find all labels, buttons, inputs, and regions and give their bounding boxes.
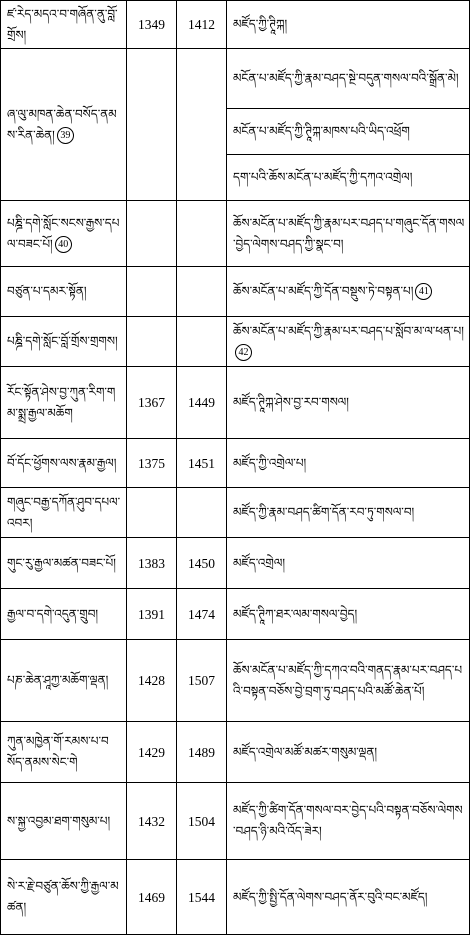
work-title-cell [227,1,470,49]
scholar-name-cell [1,783,127,860]
death-year: 1412 [177,1,227,49]
work-title: མཛོད་ཀྱི་རྣམ་བཤད་ཚིག་དོན་རབ་ཏུ་གསལ་བ། [233,505,415,519]
birth-year [127,201,177,267]
scholar-name-cell [1,589,127,640]
scholar-name: གུང་རུ་རྒྱལ་མཚན་བཟང་པོ། [7,555,116,570]
work-title: མཛོད་འགྲེལ། [233,555,285,570]
work-title-cell [227,439,470,488]
work-title-cell [227,109,470,155]
table-row [1,317,470,367]
work-title-cell [227,589,470,640]
work-title-cell [227,722,470,783]
work-title-cell [227,201,470,267]
work-title: མངོན་པ་མཛོད་ཀྱི་རྣམ་བཤད་སྔེ་བདུན་གསལ་བའི་སྒྲོན་མེ། [233,71,459,85]
scholar-name-cell [1,640,127,722]
scholar-name: ཞ་ལུ་མཁན་ཆེན་བསོད་ནམས་རིན་ཆེན། [7,106,117,142]
work-title: མཛོད་ཀྱི་ཚིག་དོན་གསལ་བར་བྱེད་པའི་བསྟན་བཅོས་ལེགས་བཤད་ཉི་མའི་འོད་ཟེར། [233,803,463,838]
scholar-name: པཎྜི་དགེ་སློང་སངས་རྒྱས་དཔལ་བཟང་པོ། [7,215,120,251]
table-row [1,783,470,860]
table-row [1,722,470,783]
work-title-cell [227,155,470,201]
work-title: མཛོད་ཊཱིཀྐ་ཤེས་བྱ་རབ་གསལ། [233,395,349,409]
table-row [1,439,470,488]
table-row [1,640,470,722]
footnote-marker: 42 [235,344,252,361]
table-row [1,538,470,589]
work-title: མཛོད་འགྲེལ་མཚོ་མཚར་གསུམ་ལྡན། [233,744,378,759]
scholar-name-cell [1,49,127,201]
scholar-name: རོང་སྟོན་ཤེས་བྱ་ཀུན་རིག་གམ་སྨྲ་རྒྱལ་མཆོག [7,384,116,420]
birth-year: 1428 [127,640,177,722]
scholar-name: བོ་དོང་ཕྱོགས་ལས་རྣམ་རྒྱལ། [7,455,117,470]
scholar-name: གཞུང་བརྒྱ་དཀོན་ཤུབ་དཔལ་འབར། [7,494,121,530]
scholar-name: ཀུན་མཁྱེན་གོ་རམས་པ་བསོད་ནམས་སེང་གེ [7,734,109,769]
work-title-cell [227,538,470,589]
table-row [1,1,470,49]
scholar-name-cell [1,1,127,49]
work-title-cell [227,317,470,367]
work-title: ཆོས་མངོན་པ་མཛོད་ཀྱི་རྣམ་པར་བཤད་པ་སློབ་མ་ལ་ཕན་པ། [233,323,464,338]
scholar-name: པཎ་ཆེན་ཤཱཀྱ་མཆོག་ལྡན། [7,673,109,687]
birth-year [127,49,177,201]
table-row [1,367,470,439]
work-title: མཛོད་ཀྱི་ཊཱིཀྐ། [233,17,288,31]
table-row [1,488,470,538]
death-year [177,201,227,267]
death-year [177,317,227,367]
birth-year [127,267,177,317]
scholar-name-cell [1,267,127,317]
work-title: མཛོད་ཀྱི་འགྲེལ་པ། [233,455,307,470]
scholar-name-cell [1,439,127,488]
birth-year [127,488,177,538]
table-row [1,49,470,109]
birth-year: 1349 [127,1,177,49]
birth-year: 1375 [127,439,177,488]
death-year: 1544 [177,860,227,935]
birth-year: 1432 [127,783,177,860]
footnote-marker: 39 [57,127,74,144]
work-title: མངོན་པ་མཛོད་ཀྱི་ཊཱིཀྐ་མཁས་པའི་ཡིད་འཕྲོག [233,124,410,138]
scholar-name-cell [1,488,127,538]
table-row [1,201,470,267]
scholar-name: པཎྜི་དགེ་སློང་བློ་གྲོས་གྲགས། [7,334,118,348]
work-title-cell [227,49,470,109]
scholar-name: རྒྱལ་བ་དགེ་འདུན་གྲུབ། [7,606,99,621]
birth-year: 1367 [127,367,177,439]
work-title: དག་པའི་ཆོས་མངོན་པ་མཛོད་ཀྱི་དཀའ་འགྲེལ། [233,170,413,184]
scholar-name: སེ་ར་རྗེ་བཙུན་ཆོས་ཀྱི་རྒྱལ་མཚན། [7,879,119,914]
scholar-name-cell [1,201,127,267]
death-year: 1451 [177,439,227,488]
death-year [177,49,227,201]
footnote-marker: 40 [55,236,72,253]
death-year: 1504 [177,783,227,860]
work-title: ཆོས་མངོན་པ་མཛོད་ཀྱི་དོན་བསྡུས་ཏེ་བསྟན་པ། [233,284,414,298]
scholar-name-cell [1,538,127,589]
death-year: 1449 [177,367,227,439]
work-title: མཛོད་ཊཱིཀ་ཐར་ལམ་གསལ་བྱེད། [233,606,358,621]
scholar-name-cell [1,860,127,935]
work-title-cell [227,860,470,935]
birth-year: 1429 [127,722,177,783]
work-title: མཛོད་ཀྱི་སྤྱི་དོན་ལེགས་བཤད་ནོར་བུའི་བང་མཛོད། [233,889,428,904]
work-title-cell [227,640,470,722]
birth-year: 1469 [127,860,177,935]
birth-year: 1391 [127,589,177,640]
death-year [177,488,227,538]
death-year: 1507 [177,640,227,722]
work-title-cell [227,267,470,317]
birth-year [127,317,177,367]
death-year [177,267,227,317]
scholar-name-cell [1,367,127,439]
death-year: 1474 [177,589,227,640]
footnote-marker: 41 [415,283,432,300]
work-title-cell [227,488,470,538]
scholar-name: བཙུན་པ་དམར་སྟོན། [7,284,87,298]
death-year: 1489 [177,722,227,783]
work-title: ཆོས་མངོན་པ་མཛོད་ཀྱི་རྣམ་པར་བཤད་པ་གཞུང་དོན་གསལ་བྱེད་ལེགས་བཤད་ཀྱི་སྣང་བ། [233,215,465,251]
scholar-name: ས་སྐྱ་འབྱམ་ཐག་གསུམ་པ། [7,813,111,828]
table-row [1,267,470,317]
scholar-name-cell [1,722,127,783]
birth-year: 1383 [127,538,177,589]
work-title-cell [227,367,470,439]
death-year: 1450 [177,538,227,589]
work-title: ཆོས་མངོན་པ་མཛོད་ཀྱི་དཀའ་བའི་གནད་རྣམ་པར་བཤད་པའི་བསྟན་བཅོས་བྱེ་བྲག་ཏུ་བཤད་པའི་མཚོ་ཆེན་པོ། [233,662,463,698]
work-title-cell [227,783,470,860]
scholar-name: ཛ་ཪེད་མདའ་བ་གཞོན་ནུ་བློ་གྲོས། [7,6,118,42]
table-body [1,1,470,935]
scholar-name-cell [1,317,127,367]
table-row [1,860,470,935]
table-row [1,589,470,640]
